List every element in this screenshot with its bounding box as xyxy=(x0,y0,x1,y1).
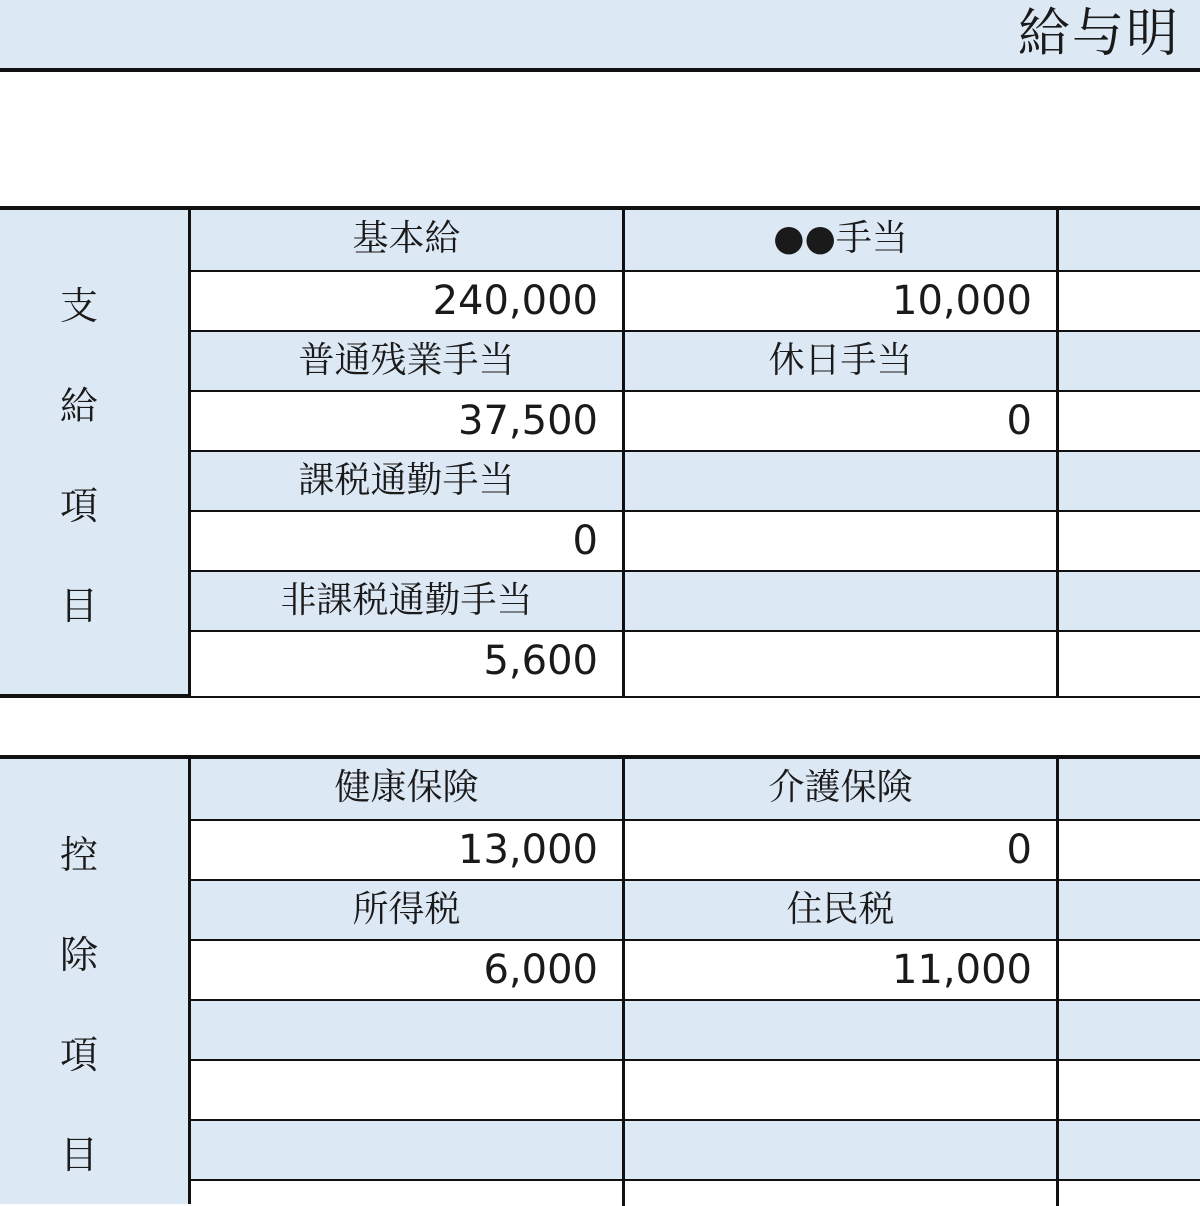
item-header: 休日手当 xyxy=(625,332,1059,392)
item-value[interactable] xyxy=(1059,821,1200,881)
item-header: 住民税 xyxy=(625,881,1059,941)
item-header: 所得税 xyxy=(191,881,625,941)
document-title: 給与明 xyxy=(1018,4,1181,64)
item-header: 非課税通勤手当 xyxy=(191,572,625,632)
item-value[interactable] xyxy=(1059,512,1200,572)
item-value[interactable]: 0 xyxy=(625,392,1059,452)
value-row xyxy=(191,390,1200,452)
header-row xyxy=(191,879,1200,941)
header-row xyxy=(191,999,1200,1061)
item-header xyxy=(625,1121,1059,1181)
item-value[interactable]: 11,000 xyxy=(625,941,1059,1001)
value-row xyxy=(191,1179,1200,1206)
deduction-section xyxy=(0,755,1200,1204)
item-header xyxy=(625,1001,1059,1061)
item-value[interactable] xyxy=(625,1181,1059,1206)
item-value[interactable] xyxy=(1059,1061,1200,1121)
item-header xyxy=(1059,759,1200,819)
item-value[interactable]: 13,000 xyxy=(191,821,625,881)
item-header xyxy=(191,1001,625,1061)
side-label-char: 控 xyxy=(59,833,98,877)
header-row xyxy=(191,1119,1200,1181)
item-value[interactable] xyxy=(191,1061,625,1121)
header-row xyxy=(191,759,1200,819)
item-header: 介護保険 xyxy=(625,759,1059,819)
item-header xyxy=(191,1121,625,1181)
item-header: 普通残業手当 xyxy=(191,332,625,392)
item-value[interactable] xyxy=(1059,392,1200,452)
side-label-char: 支 xyxy=(59,284,98,328)
header-row xyxy=(191,330,1200,392)
item-header: ●●手当 xyxy=(625,210,1059,270)
item-value[interactable] xyxy=(625,632,1059,696)
item-header: 健康保険 xyxy=(191,759,625,819)
side-label-char: 除 xyxy=(59,933,98,977)
item-value[interactable]: 0 xyxy=(625,821,1059,881)
value-row xyxy=(191,270,1200,332)
value-row xyxy=(191,819,1200,881)
value-row xyxy=(191,939,1200,1001)
item-value[interactable]: 5,600 xyxy=(191,632,625,696)
side-label-char: 項 xyxy=(59,484,98,528)
value-row xyxy=(191,630,1200,696)
item-header xyxy=(1059,332,1200,392)
header-row xyxy=(191,210,1200,270)
item-value[interactable]: 0 xyxy=(191,512,625,572)
payment-side-label xyxy=(0,210,191,694)
side-label-char: 目 xyxy=(59,584,98,628)
side-label-char: 給 xyxy=(59,384,98,428)
side-label-char: 項 xyxy=(59,1033,98,1077)
item-value[interactable]: 240,000 xyxy=(191,272,625,332)
header-row xyxy=(191,570,1200,632)
item-value[interactable]: 6,000 xyxy=(191,941,625,1001)
title-band xyxy=(0,0,1200,72)
item-header xyxy=(1059,1121,1200,1181)
item-value[interactable] xyxy=(625,1061,1059,1121)
item-header: 課税通勤手当 xyxy=(191,452,625,512)
value-row xyxy=(191,1059,1200,1121)
deduction-side-label xyxy=(0,759,191,1204)
value-row xyxy=(191,510,1200,572)
header-row xyxy=(191,450,1200,512)
item-value[interactable]: 37,500 xyxy=(191,392,625,452)
side-label-char: 目 xyxy=(59,1133,98,1177)
item-header xyxy=(1059,452,1200,512)
item-header: 基本給 xyxy=(191,210,625,270)
item-value[interactable] xyxy=(625,512,1059,572)
item-header xyxy=(1059,881,1200,941)
payment-section xyxy=(0,206,1200,698)
item-header xyxy=(1059,210,1200,270)
item-header xyxy=(625,572,1059,632)
item-header xyxy=(1059,572,1200,632)
item-value[interactable] xyxy=(1059,1181,1200,1206)
item-value[interactable] xyxy=(191,1181,625,1206)
item-value[interactable] xyxy=(1059,272,1200,332)
item-header xyxy=(625,452,1059,512)
item-value[interactable] xyxy=(1059,941,1200,1001)
item-value[interactable]: 10,000 xyxy=(625,272,1059,332)
item-header xyxy=(1059,1001,1200,1061)
item-value[interactable] xyxy=(1059,632,1200,696)
